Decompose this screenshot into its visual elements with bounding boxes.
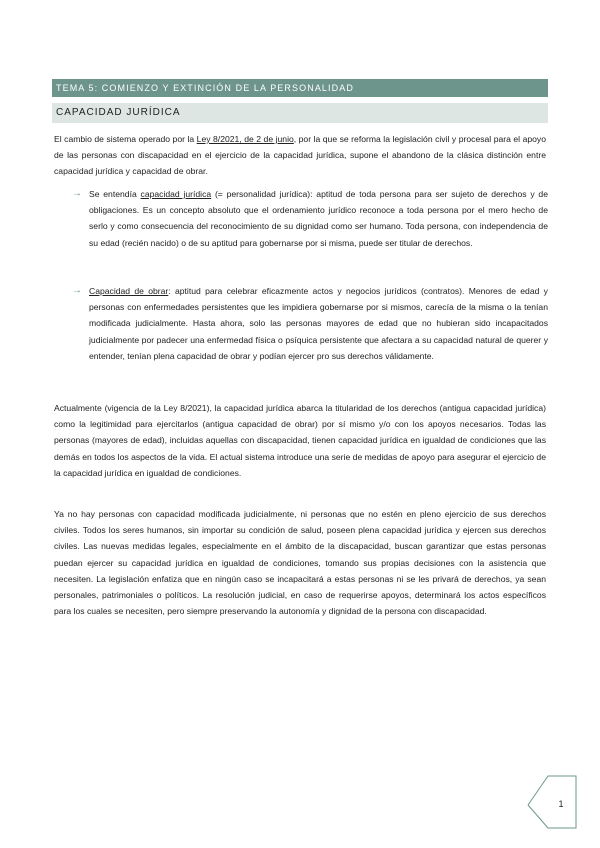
- paragraph-ya-no-hay: Ya no hay personas con capacidad modificada judicialmente, ni personas que no estén en pleno ejercicio de sus derechos civiles. Todos los seres humanos, sin importar su condición de salud, poseen plena capacidad jurídica y ejercen sus derechos civiles. Las nuevas medidas legales, especialmente en el ámbito de la discapacidad, buscan garantizar que estas personas puedan ejercer su capacidad jurídica en igualdad de condiciones, tomando sus propias decisiones con la asistencia que necesiten. La legislación enfatiza que en ningún caso se incapacitará a estas personas ni se les privará de derechos, ya sean personales, patrimoniales o políticos. La resolución judicial, en caso de requerirse apoyos, determinará los actos específicos para los cuales se necesiten, pero siempre preservando la autonomía y dignidad de la persona con discapacidad.: [54, 509, 546, 617]
- bullet-body: (= personalidad jurídica): aptitud de toda persona para ser sujeto de derechos y de obligaciones. Es un concepto absoluto que el ordenamiento jurídico reconoce a toda persona por el mero hecho de serlo y como consecuencia del reconocimiento de su dignidad como ser humano. Toda persona, con independencia de su edad (recién nacido) o de su aptitud para gobernarse por si misma, puede ser titular de derechos.: [89, 189, 548, 248]
- bullet-capacidad-juridica: [72, 186, 548, 251]
- bullet-body: : aptitud para celebrar eficazmente actos y negocios jurídicos (contratos). Menores de edad y personas con enfermedades persistentes que les impidiera gobernarse por si mismos, carecía de la misma o la tenían modificada judicialmente. Hasta ahora, solo las personas mayores de edad que no hubieran sido incapacitados judicialmente por padecer una enfermedad física o psíquica persistente que afectara a su capacidad natural de querer y entender, tenían plena capacidad de obrar y podían ejercer pro sus derechos válidamente.: [89, 286, 548, 361]
- intro-text-end: , por la que se reforma la legislación civil y procesal para el apoyo de las personas con discapacidad en el ejercicio de la capacidad jurídica, supone el abandono de la clásica distinción entre capacidad jurídica y capacidad de obrar.: [54, 134, 547, 177]
- term-capacidad-obrar: Capacidad de obrar: [89, 286, 169, 296]
- intro-text-start: El cambio de sistema operado por la: [54, 134, 197, 144]
- bullet-text: [89, 186, 548, 251]
- bullet-text: [89, 283, 548, 364]
- arrow-right-icon: →: [72, 285, 82, 296]
- bullet-prefix: Se entendía: [89, 189, 141, 199]
- bullet-capacidad-obrar: [72, 283, 548, 364]
- arrow-right-icon: →: [72, 188, 82, 199]
- chapter-title: TEMA 5: COMIENZO Y EXTINCIÓN DE LA PERSONALIDAD: [52, 79, 548, 97]
- page-number-badge-icon: [514, 772, 584, 832]
- section-title: CAPACIDAD JURÍDICA: [52, 103, 548, 123]
- intro-paragraph: [54, 131, 546, 180]
- paragraph-actualmente: Actualmente (vigencia de la Ley 8/2021), la capacidad jurídica abarca la titularidad de los derechos (antigua capacidad jurídica) como la legitimidad para ejercitarlos (antigua capacidad de obrar) por sí mismo y/o con los apoyos necesarios. Todas las personas (mayores de edad), incluidas aquellas con discapacidad, tienen capacidad jurídica en igualdad de condiciones que las demás en todos los aspectos de la vida. El actual sistema introduce una serie de medidas de apoyo para asegurar el ejercicio de la capacidad jurídica en igualdad de condiciones.: [54, 403, 546, 478]
- page-number: 1: [558, 799, 564, 809]
- law-reference-link[interactable]: Ley 8/2021, de 2 de junio: [196, 134, 294, 144]
- term-capacidad-juridica: capacidad jurídica: [140, 189, 212, 199]
